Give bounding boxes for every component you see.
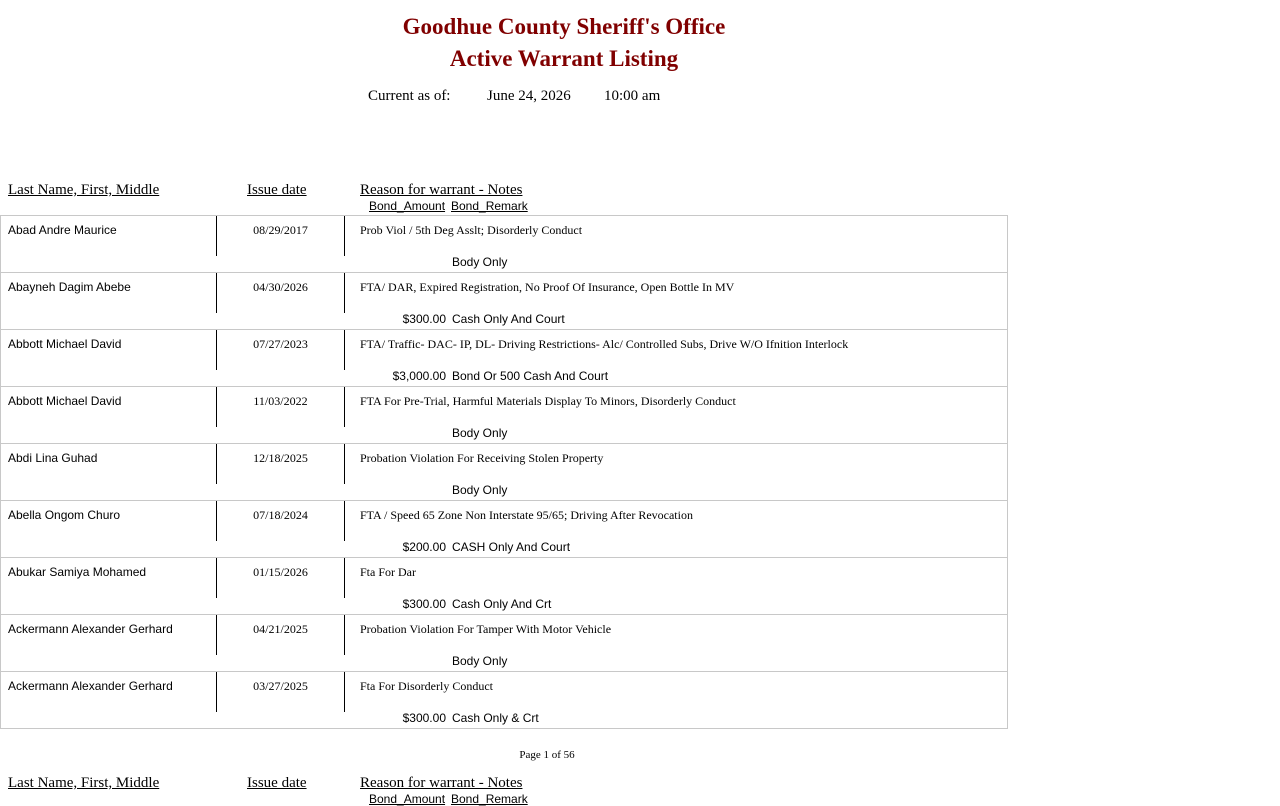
column-divider <box>216 558 217 598</box>
warrant-row <box>0 444 1008 501</box>
warrant-name: Abdi Lina Guhad <box>8 451 98 465</box>
header-bond-amount: Bond_Amount <box>369 792 446 806</box>
column-divider <box>344 672 345 712</box>
current-as-of-label: Current as of: <box>368 88 451 104</box>
header-bond-remark: Bond_Remark <box>451 792 528 806</box>
current-date: June 24, 2026 <box>487 88 571 104</box>
header-name: Last Name, First, Middle <box>8 775 160 791</box>
header-reason: Reason for warrant - Notes <box>360 182 523 198</box>
column-divider <box>344 273 345 313</box>
warrant-row <box>0 330 1008 387</box>
warrant-reason: FTA For Pre-Trial, Harmful Materials Display To Minors, Disorderly Conduct <box>360 394 736 408</box>
report-title: Goodhue County Sheriff's Office <box>402 14 726 39</box>
warrant-row <box>0 501 1008 558</box>
warrant-issue-date: 01/15/2026 <box>253 565 308 579</box>
warrant-bond-amount: $300.00 <box>402 711 446 725</box>
column-divider <box>344 387 345 427</box>
warrant-row <box>0 615 1008 672</box>
warrant-reason: FTA/ DAR, Expired Registration, No Proof Of Insurance, Open Bottle In MV <box>360 280 735 294</box>
column-divider <box>344 615 345 655</box>
warrant-bond-amount: $300.00 <box>402 312 446 326</box>
warrant-reason: Fta For Dar <box>360 565 416 579</box>
warrant-row <box>0 273 1008 330</box>
warrant-name: Ackermann Alexander Gerhard <box>8 679 173 693</box>
column-divider <box>216 444 217 484</box>
warrant-bond-remark: Bond Or 500 Cash And Court <box>452 369 609 383</box>
column-divider <box>216 387 217 427</box>
warrant-bond-remark: Body Only <box>452 483 508 497</box>
warrant-row <box>0 216 1008 273</box>
warrant-issue-date: 03/27/2025 <box>253 679 308 693</box>
warrant-issue-date: 04/30/2026 <box>253 280 308 294</box>
warrant-name: Abbott Michael David <box>8 337 122 351</box>
warrant-bond-amount: $300.00 <box>402 597 446 611</box>
header-bond-amount: Bond_Amount <box>369 199 446 213</box>
warrant-bond-amount: $200.00 <box>402 540 446 554</box>
report-subtitle: Active Warrant Listing <box>449 46 679 71</box>
warrant-row <box>0 672 1008 729</box>
warrant-reason: FTA / Speed 65 Zone Non Interstate 95/65; Driving After Revocation <box>360 508 693 522</box>
warrant-reason: Probation Violation For Tamper With Motor Vehicle <box>360 622 612 636</box>
column-divider <box>216 672 217 712</box>
warrant-name: Abayneh Dagim Abebe <box>8 280 131 294</box>
warrant-name: Abbott Michael David <box>8 394 122 408</box>
column-divider <box>216 216 217 256</box>
warrant-bond-remark: Cash Only And Court <box>452 312 565 326</box>
warrant-table <box>0 215 1008 729</box>
column-divider <box>216 330 217 370</box>
warrant-row <box>0 387 1008 444</box>
warrant-reason: Fta For Disorderly Conduct <box>360 679 493 693</box>
warrant-name: Ackermann Alexander Gerhard <box>8 622 173 636</box>
warrant-issue-date: 04/21/2025 <box>253 622 308 636</box>
column-divider <box>344 330 345 370</box>
warrant-issue-date: 12/18/2025 <box>253 451 308 465</box>
header-issue-date: Issue date <box>247 775 307 791</box>
warrant-bond-remark: Cash Only & Crt <box>452 711 539 725</box>
column-divider <box>344 444 345 484</box>
column-divider <box>344 558 345 598</box>
page-indicator: Page 1 of 56 <box>519 749 575 761</box>
warrant-reason: Prob Viol / 5th Deg Asslt; Disorderly Conduct <box>360 223 583 237</box>
current-time: 10:00 am <box>604 88 661 104</box>
header-bond-remark: Bond_Remark <box>451 199 528 213</box>
column-divider <box>216 273 217 313</box>
column-divider <box>344 216 345 256</box>
header-name: Last Name, First, Middle <box>8 182 160 198</box>
column-divider <box>344 501 345 541</box>
warrant-reason: Probation Violation For Receiving Stolen Property <box>360 451 604 465</box>
warrant-issue-date: 11/03/2022 <box>253 394 308 408</box>
warrant-row <box>0 558 1008 615</box>
warrant-bond-remark: Body Only <box>452 654 508 668</box>
warrant-bond-remark: Cash Only And Crt <box>452 597 552 611</box>
warrant-issue-date: 07/27/2023 <box>253 337 308 351</box>
column-divider <box>216 615 217 655</box>
header-issue-date: Issue date <box>247 182 307 198</box>
warrant-name: Abukar Samiya Mohamed <box>8 565 147 579</box>
warrant-bond-amount: $3,000.00 <box>392 369 446 383</box>
header-reason: Reason for warrant - Notes <box>360 775 523 791</box>
column-divider <box>216 501 217 541</box>
warrant-name: Abella Ongom Churo <box>8 508 121 522</box>
warrant-bond-remark: Body Only <box>452 255 508 269</box>
warrant-reason: FTA/ Traffic- DAC- IP, DL- Driving Restrictions- Alc/ Controlled Subs, Drive W/O Ifnition Interlock <box>360 337 849 351</box>
warrant-issue-date: 07/18/2024 <box>253 508 308 522</box>
warrant-name: Abad Andre Maurice <box>8 223 117 237</box>
warrant-bond-remark: Body Only <box>452 426 508 440</box>
warrant-bond-remark: CASH Only And Court <box>452 540 571 554</box>
warrant-issue-date: 08/29/2017 <box>253 223 308 237</box>
